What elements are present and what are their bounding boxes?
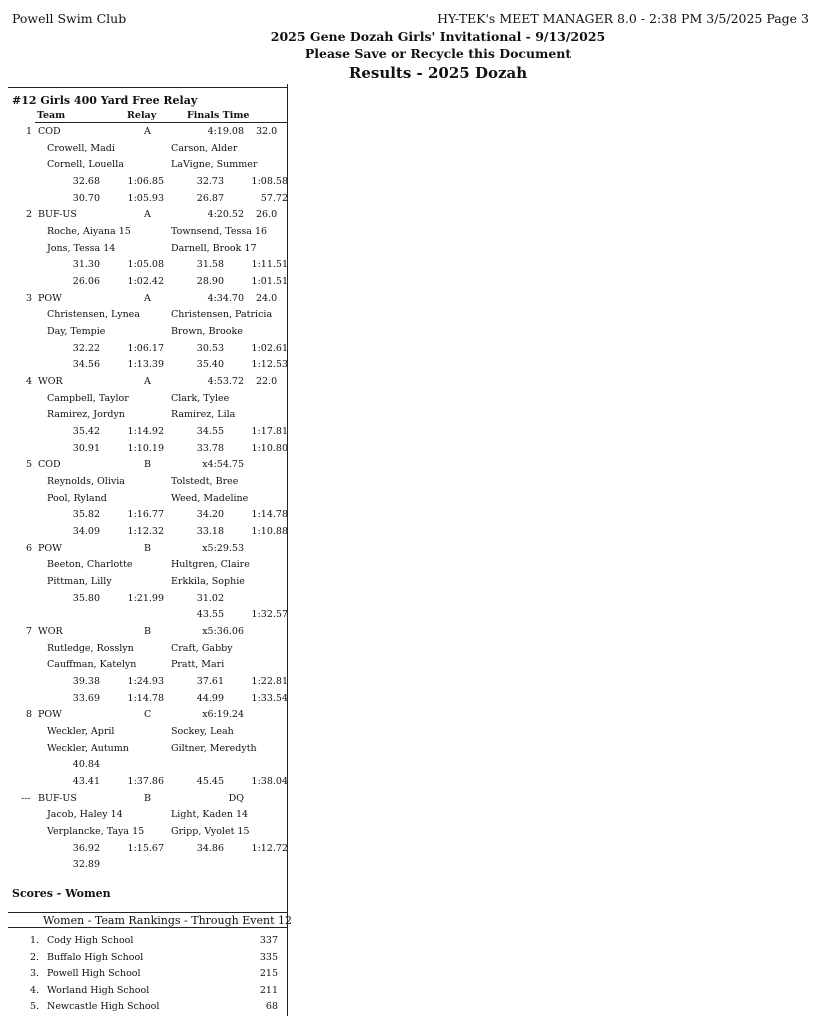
- split-row: [0, 343, 290, 357]
- split-time: 45.45: [196, 776, 224, 788]
- split-time: 39.38: [72, 676, 100, 688]
- split-time: 34.09: [72, 526, 100, 538]
- split-time: 33.78: [196, 442, 224, 454]
- swimmer-name: Beeton, Charlotte: [47, 559, 133, 571]
- swimmer-row: [0, 326, 290, 340]
- swimmer-name: Pittman, Lilly: [47, 576, 112, 588]
- club-name: Powell Swim Club: [12, 11, 127, 26]
- relay-letter: B: [144, 792, 151, 804]
- split-time: 40.84: [72, 759, 100, 771]
- relay-place: 6: [26, 542, 33, 554]
- swimmer-row: [0, 809, 290, 823]
- swimmer-name: Christensen, Patricia: [171, 309, 273, 321]
- swimmer-row: [0, 243, 290, 257]
- ranking-points: 211: [259, 984, 278, 996]
- split-row: [0, 176, 290, 190]
- split-time: 1:14.78: [127, 692, 164, 704]
- split-time: 43.41: [72, 776, 100, 788]
- swimmer-name: Reynolds, Olivia: [47, 476, 125, 488]
- split-time: 1:37.86: [127, 776, 164, 788]
- split-time: 34.86: [196, 842, 224, 854]
- split-row: [0, 193, 290, 207]
- split-row: [0, 359, 290, 373]
- relay-team: BUF-US: [38, 792, 77, 804]
- relay-letter: A: [144, 126, 151, 137]
- swimmer-row: [0, 409, 290, 423]
- split-time: 1:01.51: [251, 276, 288, 288]
- split-time: 35.82: [72, 509, 100, 521]
- header-divider: [35, 122, 287, 123]
- col-header-finals: Finals Time: [187, 110, 250, 121]
- split-time: 32.22: [72, 342, 100, 354]
- split-time: 34.20: [196, 509, 224, 521]
- relay-place: 2: [26, 209, 33, 221]
- swimmer-name: Jacob, Haley 14: [47, 809, 123, 821]
- swimmer-name: Verplancke, Taya 15: [47, 826, 145, 838]
- split-time: 33.18: [196, 526, 224, 538]
- relay-points: 22.0: [256, 376, 278, 388]
- swimmer-row: [0, 159, 290, 173]
- split-time: 1:10.80: [251, 442, 288, 454]
- relay-place: 5: [26, 459, 33, 471]
- relay-time: x6:19.24: [202, 709, 244, 721]
- split-row: [0, 859, 290, 873]
- swimmer-name: Light, Kaden 14: [171, 809, 249, 821]
- relay-entry-row: [0, 126, 290, 140]
- split-time: 1:14.78: [251, 509, 288, 521]
- swimmer-name: Pratt, Mari: [171, 659, 225, 671]
- relay-time: x5:36.06: [202, 626, 244, 638]
- split-time: 1:10.88: [251, 526, 288, 538]
- relay-team: POW: [38, 292, 62, 304]
- split-row: [0, 276, 290, 290]
- split-time: 1:06.85: [127, 176, 164, 187]
- rankings-title: Women - Team Rankings - Through Event 12: [43, 914, 292, 927]
- swimmer-name: Weckler, Autumn: [47, 742, 129, 754]
- split-row: [0, 609, 290, 623]
- relay-entry-row: [0, 209, 290, 223]
- split-time: 1:06.17: [127, 342, 164, 354]
- swimmer-name: Giltner, Meredyth: [171, 742, 257, 754]
- col-header-relay: Relay: [127, 110, 157, 121]
- ranking-points: 335: [259, 951, 278, 963]
- split-time: 34.56: [72, 359, 100, 371]
- swimmer-name: Craft, Gabby: [171, 642, 233, 654]
- event-title: #12 Girls 400 Yard Free Relay: [12, 94, 198, 107]
- relay-time: 4:20.52: [207, 209, 244, 221]
- swimmer-row: [0, 493, 290, 507]
- relay-team: POW: [38, 542, 62, 554]
- relay-time: x5:29.53: [202, 542, 244, 554]
- split-row: [0, 593, 290, 607]
- split-time: 43.55: [196, 609, 224, 621]
- split-time: 1:12.53: [251, 359, 288, 371]
- split-time: 36.92: [72, 842, 100, 854]
- swimmer-row: [0, 726, 290, 740]
- split-time: 37.61: [196, 676, 224, 688]
- split-row: [0, 259, 290, 273]
- split-time: 26.87: [196, 192, 224, 204]
- swimmer-name: Roche, Aiyana 15: [47, 226, 131, 238]
- ranking-team: Newcastle High School: [47, 1001, 160, 1012]
- swimmer-name: LaVigne, Summer: [171, 159, 258, 171]
- swimmer-name: Ramirez, Jordyn: [47, 409, 125, 421]
- split-time: 28.90: [196, 276, 224, 288]
- col-header-team: Team: [37, 110, 66, 121]
- ranking-place: 5.: [30, 1001, 40, 1012]
- split-time: 1:08.58: [251, 176, 288, 187]
- software-header: HY-TEK's MEET MANAGER 8.0 - 2:38 PM 3/5/2025 Page 3: [437, 11, 809, 26]
- split-time: 30.91: [72, 442, 100, 454]
- split-row: [0, 693, 290, 707]
- relay-letter: C: [144, 709, 152, 721]
- relay-place: ---: [21, 792, 31, 804]
- split-time: 35.42: [72, 426, 100, 438]
- relay-entry-row: [0, 709, 290, 723]
- split-time: 1:38.04: [251, 776, 288, 788]
- swimmer-name: Crowell, Madi: [47, 142, 115, 154]
- split-time: 57.72: [260, 192, 288, 204]
- relay-entry-row: [0, 793, 290, 807]
- split-time: 31.58: [196, 259, 224, 271]
- ranking-row: [0, 952, 290, 966]
- swimmer-name: Townsend, Tessa 16: [171, 226, 268, 238]
- relay-place: 4: [26, 376, 33, 388]
- relay-team: BUF-US: [38, 209, 77, 221]
- split-row: [0, 443, 290, 457]
- split-time: 1:22.81: [251, 676, 288, 688]
- swimmer-row: [0, 559, 290, 573]
- swimmer-name: Erkkila, Sophie: [171, 576, 245, 588]
- rankings-bottom-line: [8, 927, 287, 928]
- relay-place: 1: [26, 126, 33, 137]
- split-time: 32.73: [196, 176, 224, 187]
- split-time: 1:24.93: [127, 676, 164, 688]
- split-time: 34.55: [196, 426, 224, 438]
- split-time: 1:16.77: [127, 509, 164, 521]
- ranking-points: 337: [259, 935, 278, 946]
- ranking-row: [0, 968, 290, 982]
- ranking-row: [0, 985, 290, 999]
- ranking-team: Cody High School: [47, 935, 134, 946]
- split-time: 44.99: [196, 692, 224, 704]
- ranking-team: Buffalo High School: [47, 951, 144, 963]
- split-row: [0, 843, 290, 857]
- split-time: 30.53: [196, 342, 224, 354]
- relay-time: x4:54.75: [202, 459, 244, 471]
- swimmer-name: Pool, Ryland: [47, 492, 107, 504]
- relay-place: 7: [26, 626, 33, 638]
- split-row: [0, 676, 290, 690]
- split-time: 32.68: [72, 176, 100, 187]
- swimmer-row: [0, 576, 290, 590]
- relay-entry-row: [0, 293, 290, 307]
- swimmer-name: Jons, Tessa 14: [47, 242, 116, 254]
- relay-entry-row: [0, 459, 290, 473]
- split-row: [0, 526, 290, 540]
- split-time: 1:32.57: [251, 609, 288, 621]
- relay-time: DQ: [228, 792, 244, 804]
- meet-title: 2025 Gene Dozah Girls' Invitational - 9/13/2025: [270, 29, 606, 44]
- ranking-place: 3.: [30, 968, 40, 979]
- swimmer-name: Clark, Tylee: [171, 392, 230, 404]
- results-title: Results - 2025 Dozah: [348, 64, 528, 82]
- swimmer-name: Hultgren, Claire: [171, 559, 250, 571]
- swimmer-name: Sockey, Leah: [171, 726, 234, 738]
- relay-entry-row: [0, 376, 290, 390]
- swimmer-name: Weckler, April: [47, 726, 115, 738]
- relay-time: 4:34.70: [207, 292, 244, 304]
- split-time: 31.02: [196, 592, 224, 604]
- split-time: 35.40: [196, 359, 224, 371]
- swimmer-name: Tolstedt, Bree: [171, 476, 239, 488]
- swimmer-name: Gripp, Vyolet 15: [171, 826, 250, 838]
- swimmer-name: Campbell, Taylor: [47, 392, 129, 404]
- split-time: 1:12.72: [251, 842, 288, 854]
- relay-letter: A: [144, 376, 151, 388]
- split-row: [0, 509, 290, 523]
- split-time: 1:21.99: [127, 592, 164, 604]
- swimmer-name: Brown, Brooke: [171, 326, 243, 338]
- split-time: 33.69: [72, 692, 100, 704]
- split-time: 26.06: [72, 276, 100, 288]
- relay-letter: B: [144, 626, 151, 638]
- swimmer-name: Carson, Alder: [171, 142, 238, 154]
- swimmer-row: [0, 643, 290, 657]
- split-time: 1:11.51: [251, 259, 288, 271]
- rankings-top-line: [8, 912, 287, 913]
- split-time: 1:02.42: [127, 276, 164, 288]
- swimmer-name: Christensen, Lynea: [47, 309, 140, 321]
- split-time: 1:33.54: [251, 692, 288, 704]
- split-time: 1:05.93: [127, 192, 164, 204]
- relay-letter: B: [144, 542, 151, 554]
- split-time: 1:13.39: [127, 359, 164, 371]
- relay-time: 4:19.08: [207, 126, 244, 137]
- split-time: 1:17.81: [251, 426, 288, 438]
- ranking-team: Worland High School: [47, 984, 150, 996]
- relay-team: COD: [38, 126, 61, 137]
- relay-points: 24.0: [256, 292, 278, 304]
- ranking-place: 1.: [30, 935, 40, 946]
- split-time: 1:14.92: [127, 426, 164, 438]
- relay-team: WOR: [38, 626, 63, 638]
- split-row: [0, 426, 290, 440]
- ranking-team: Powell High School: [47, 968, 141, 979]
- swimmer-row: [0, 659, 290, 673]
- split-time: 30.70: [72, 192, 100, 204]
- split-time: 32.89: [72, 859, 100, 871]
- top-divider: [8, 87, 287, 88]
- swimmer-row: [0, 743, 290, 757]
- ranking-place: 4.: [30, 984, 40, 996]
- relay-place: 3: [26, 292, 33, 304]
- scores-title: Scores - Women: [12, 887, 111, 900]
- recycle-notice: Please Save or Recycle this Document: [304, 46, 572, 61]
- swimmer-row: [0, 393, 290, 407]
- ranking-row: [0, 1001, 290, 1015]
- swimmer-row: [0, 143, 290, 157]
- ranking-row: [0, 935, 290, 949]
- swimmer-row: [0, 309, 290, 323]
- swimmer-name: Cornell, Louella: [47, 159, 124, 171]
- swimmer-name: Cauffman, Katelyn: [47, 659, 137, 671]
- relay-points: 32.0: [256, 126, 278, 137]
- relay-letter: A: [144, 209, 151, 221]
- relay-team: COD: [38, 459, 61, 471]
- swimmer-name: Darnell, Brook 17: [171, 242, 257, 254]
- relay-letter: B: [144, 459, 151, 471]
- swimmer-name: Ramirez, Lila: [171, 409, 236, 421]
- split-time: 1:12.32: [127, 526, 164, 538]
- ranking-place: 2.: [30, 951, 40, 963]
- split-time: 31.30: [72, 259, 100, 271]
- split-time: 35.80: [72, 592, 100, 604]
- relay-team: POW: [38, 709, 62, 721]
- relay-entry-row: [0, 626, 290, 640]
- split-time: 1:10.19: [127, 442, 164, 454]
- relay-team: WOR: [38, 376, 63, 388]
- split-time: 1:02.61: [251, 342, 288, 354]
- split-row: [0, 776, 290, 790]
- swimmer-row: [0, 476, 290, 490]
- swimmer-name: Weed, Madeline: [171, 492, 249, 504]
- swimmer-name: Rutledge, Rosslyn: [47, 642, 134, 654]
- relay-place: 8: [26, 709, 33, 721]
- ranking-points: 215: [259, 968, 278, 979]
- relay-points: 26.0: [256, 209, 278, 221]
- relay-time: 4:53.72: [207, 376, 244, 388]
- relay-entry-row: [0, 543, 290, 557]
- relay-letter: A: [144, 292, 151, 304]
- swimmer-row: [0, 226, 290, 240]
- split-row: [0, 759, 290, 773]
- split-time: 1:05.08: [127, 259, 164, 271]
- swimmer-row: [0, 826, 290, 840]
- swimmer-name: Day, Tempie: [47, 326, 106, 338]
- split-time: 1:15.67: [127, 842, 164, 854]
- ranking-points: 68: [265, 1001, 278, 1012]
